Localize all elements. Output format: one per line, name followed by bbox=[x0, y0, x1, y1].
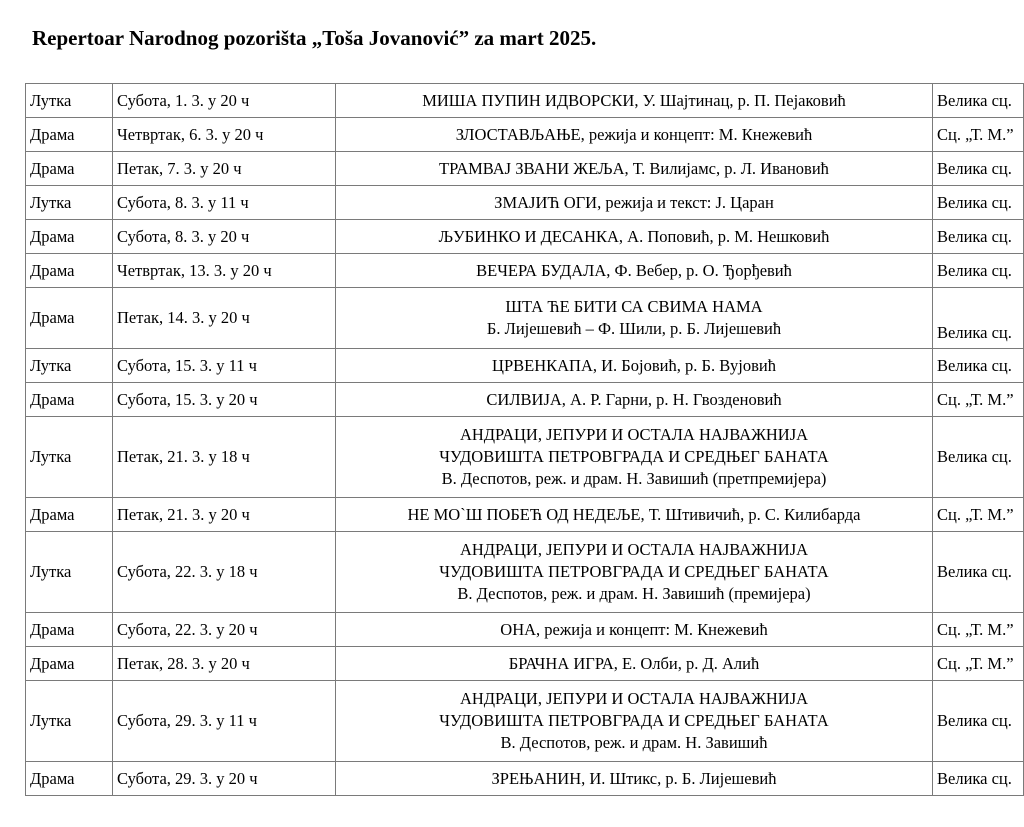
performance-title-cell bbox=[336, 498, 933, 532]
repertoire-table bbox=[25, 83, 1024, 796]
performance-type-cell: Лутка bbox=[26, 186, 113, 220]
performance-date-cell: Четвртак, 6. 3. у 20 ч bbox=[113, 118, 336, 152]
performance-title-cell bbox=[336, 84, 933, 118]
performance-title-cell bbox=[336, 254, 933, 288]
performance-type-cell: Драма bbox=[26, 762, 113, 796]
stage-cell: Велика сц. bbox=[933, 349, 1024, 383]
performance-title-cell bbox=[336, 383, 933, 417]
performance-date-cell: Петак, 28. 3. у 20 ч bbox=[113, 647, 336, 681]
performance-title-cell bbox=[336, 220, 933, 254]
table-row bbox=[26, 383, 1024, 417]
performance-title-line: БРАЧНА ИГРА, Е. Олби, р. Д. Алић bbox=[508, 653, 760, 673]
table-row bbox=[26, 152, 1024, 186]
stage-cell: Велика сц. bbox=[933, 186, 1024, 220]
table-row bbox=[26, 762, 1024, 796]
performance-title-line: Б. Лијешевић – Ф. Шили, р. Б. Лијешевић bbox=[486, 319, 782, 338]
performance-type-cell: Драма bbox=[26, 647, 113, 681]
performance-title-line: ВЕЧЕРА БУДАЛА, Ф. Вебер, р. О. Ђорђевић bbox=[476, 260, 792, 280]
performance-title-line: В. Деспотов, реж. и драм. Н. Завишић (претпремијера) bbox=[441, 469, 827, 488]
performance-title-line: ЉУБИНКО И ДЕСАНКА, А. Поповић, р. М. Нешковић bbox=[438, 226, 830, 246]
stage-cell: Велика сц. bbox=[933, 84, 1024, 118]
performance-date-cell: Субота, 8. 3. у 11 ч bbox=[113, 186, 336, 220]
performance-title-line: НЕ МО`Ш ПОБЕЋ ОД НЕДЕЉЕ, Т. Штивичић, р. С. Килибарда bbox=[407, 504, 861, 524]
stage-cell: Велика сц. bbox=[933, 532, 1024, 613]
stage-cell: Велика сц. bbox=[933, 417, 1024, 498]
performance-type-cell: Драма bbox=[26, 152, 113, 186]
performance-title-line: ОНА, режија и концепт: М. Кнежевић bbox=[500, 619, 768, 639]
table-row bbox=[26, 647, 1024, 681]
table-row bbox=[26, 220, 1024, 254]
table-row bbox=[26, 613, 1024, 647]
document-title: Repertoar Narodnog pozorišta „Toša Jovanović” za mart 2025. bbox=[32, 26, 597, 50]
performance-title-line: ЗМАЈИЋ ОГИ, режија и текст: Ј. Царан bbox=[494, 192, 774, 212]
performance-date-cell: Субота, 15. 3. у 20 ч bbox=[113, 383, 336, 417]
performance-title-line: ЗЛОСТАВЉАЊЕ, режија и концепт: М. Кнежевић bbox=[455, 124, 813, 144]
repertoire-table-body bbox=[26, 84, 1024, 796]
performance-date-cell: Субота, 8. 3. у 20 ч bbox=[113, 220, 336, 254]
performance-title-line: ТРАМВАЈ ЗВАНИ ЖЕЉА, Т. Вилијамс, р. Л. Ивановић bbox=[439, 158, 829, 178]
performance-type-cell: Драма bbox=[26, 220, 113, 254]
stage-cell: Сц. „Т. М.” bbox=[933, 498, 1024, 532]
table-row bbox=[26, 349, 1024, 383]
performance-date-cell: Субота, 22. 3. у 20 ч bbox=[113, 613, 336, 647]
performance-title-line: ЧУДОВИШТА ПЕТРОВГРАДА И СРЕДЊЕГ БАНАТА bbox=[439, 562, 829, 581]
performance-type-cell: Лутка bbox=[26, 417, 113, 498]
performance-title-cell bbox=[336, 186, 933, 220]
table-row bbox=[26, 288, 1024, 349]
performance-type-cell: Драма bbox=[26, 254, 113, 288]
table-row bbox=[26, 186, 1024, 220]
performance-title-line: ШТА ЋЕ БИТИ СА СВИМА НАМА bbox=[505, 297, 763, 316]
performance-title-cell bbox=[336, 118, 933, 152]
performance-type-cell: Лутка bbox=[26, 84, 113, 118]
performance-type-cell: Драма bbox=[26, 613, 113, 647]
performance-title-cell bbox=[336, 762, 933, 796]
table-row bbox=[26, 84, 1024, 118]
performance-date-cell: Петак, 21. 3. у 20 ч bbox=[113, 498, 336, 532]
stage-cell: Велика сц. bbox=[933, 254, 1024, 288]
performance-title-line: В. Деспотов, реж. и драм. Н. Завишић (премијера) bbox=[457, 584, 811, 603]
stage-cell: Сц. „Т. М.” bbox=[933, 613, 1024, 647]
performance-title-line: ЦРВЕНКАПА, И. Бојовић, р. Б. Вујовић bbox=[492, 355, 776, 375]
performance-date-cell: Субота, 29. 3. у 20 ч bbox=[113, 762, 336, 796]
stage-cell: Сц. „Т. М.” bbox=[933, 383, 1024, 417]
performance-type-cell: Лутка bbox=[26, 681, 113, 762]
performance-title-cell bbox=[336, 152, 933, 186]
performance-type-cell: Драма bbox=[26, 498, 113, 532]
performance-title-line: ЧУДОВИШТА ПЕТРОВГРАДА И СРЕДЊЕГ БАНАТА bbox=[439, 447, 829, 466]
performance-date-cell: Четвртак, 13. 3. у 20 ч bbox=[113, 254, 336, 288]
performance-title-line: СИЛВИЈА, А. Р. Гарни, р. Н. Гвозденовић bbox=[486, 389, 782, 409]
stage-cell: Велика сц. bbox=[933, 762, 1024, 796]
stage-cell: Сц. „Т. М.” bbox=[933, 647, 1024, 681]
performance-date-cell: Субота, 1. 3. у 20 ч bbox=[113, 84, 336, 118]
performance-title-line: АНДРАЦИ, ЈЕПУРИ И ОСТАЛА НАЈВАЖНИЈА bbox=[459, 425, 809, 444]
performance-title-cell bbox=[336, 532, 933, 613]
stage-cell: Велика сц. bbox=[933, 152, 1024, 186]
performance-date-cell: Петак, 14. 3. у 20 ч bbox=[113, 288, 336, 349]
performance-title-cell bbox=[336, 613, 933, 647]
performance-title-line: АНДРАЦИ, ЈЕПУРИ И ОСТАЛА НАЈВАЖНИЈА bbox=[459, 540, 809, 559]
performance-title-line: АНДРАЦИ, ЈЕПУРИ И ОСТАЛА НАЈВАЖНИЈА bbox=[459, 689, 809, 708]
stage-cell: Сц. „Т. М.” bbox=[933, 118, 1024, 152]
performance-title-cell bbox=[336, 349, 933, 383]
table-row bbox=[26, 254, 1024, 288]
performance-date-cell: Субота, 15. 3. у 11 ч bbox=[113, 349, 336, 383]
performance-title-cell bbox=[336, 417, 933, 498]
table-row bbox=[26, 498, 1024, 532]
performance-title-line: МИША ПУПИН ИДВОРСКИ, У. Шајтинац, р. П. Пејаковић bbox=[422, 90, 846, 110]
performance-type-cell: Драма bbox=[26, 288, 113, 349]
table-row bbox=[26, 681, 1024, 762]
performance-title-cell bbox=[336, 288, 933, 349]
performance-title-cell bbox=[336, 647, 933, 681]
performance-date-cell: Субота, 22. 3. у 18 ч bbox=[113, 532, 336, 613]
performance-type-cell: Драма bbox=[26, 118, 113, 152]
table-row bbox=[26, 532, 1024, 613]
stage-cell: Велика сц. bbox=[933, 220, 1024, 254]
performance-type-cell: Лутка bbox=[26, 349, 113, 383]
table-row bbox=[26, 417, 1024, 498]
performance-date-cell: Петак, 21. 3. у 18 ч bbox=[113, 417, 336, 498]
performance-date-cell: Субота, 29. 3. у 11 ч bbox=[113, 681, 336, 762]
table-row bbox=[26, 118, 1024, 152]
stage-cell: Велика сц. bbox=[933, 288, 1024, 349]
performance-type-cell: Драма bbox=[26, 383, 113, 417]
performance-title-line: В. Деспотов, реж. и драм. Н. Завишић bbox=[500, 733, 768, 752]
performance-type-cell: Лутка bbox=[26, 532, 113, 613]
performance-date-cell: Петак, 7. 3. у 20 ч bbox=[113, 152, 336, 186]
performance-title-line: ЗРЕЊАНИН, И. Штикс, р. Б. Лијешевић bbox=[491, 768, 777, 788]
stage-cell: Велика сц. bbox=[933, 681, 1024, 762]
performance-title-line: ЧУДОВИШТА ПЕТРОВГРАДА И СРЕДЊЕГ БАНАТА bbox=[439, 711, 829, 730]
performance-title-cell bbox=[336, 681, 933, 762]
